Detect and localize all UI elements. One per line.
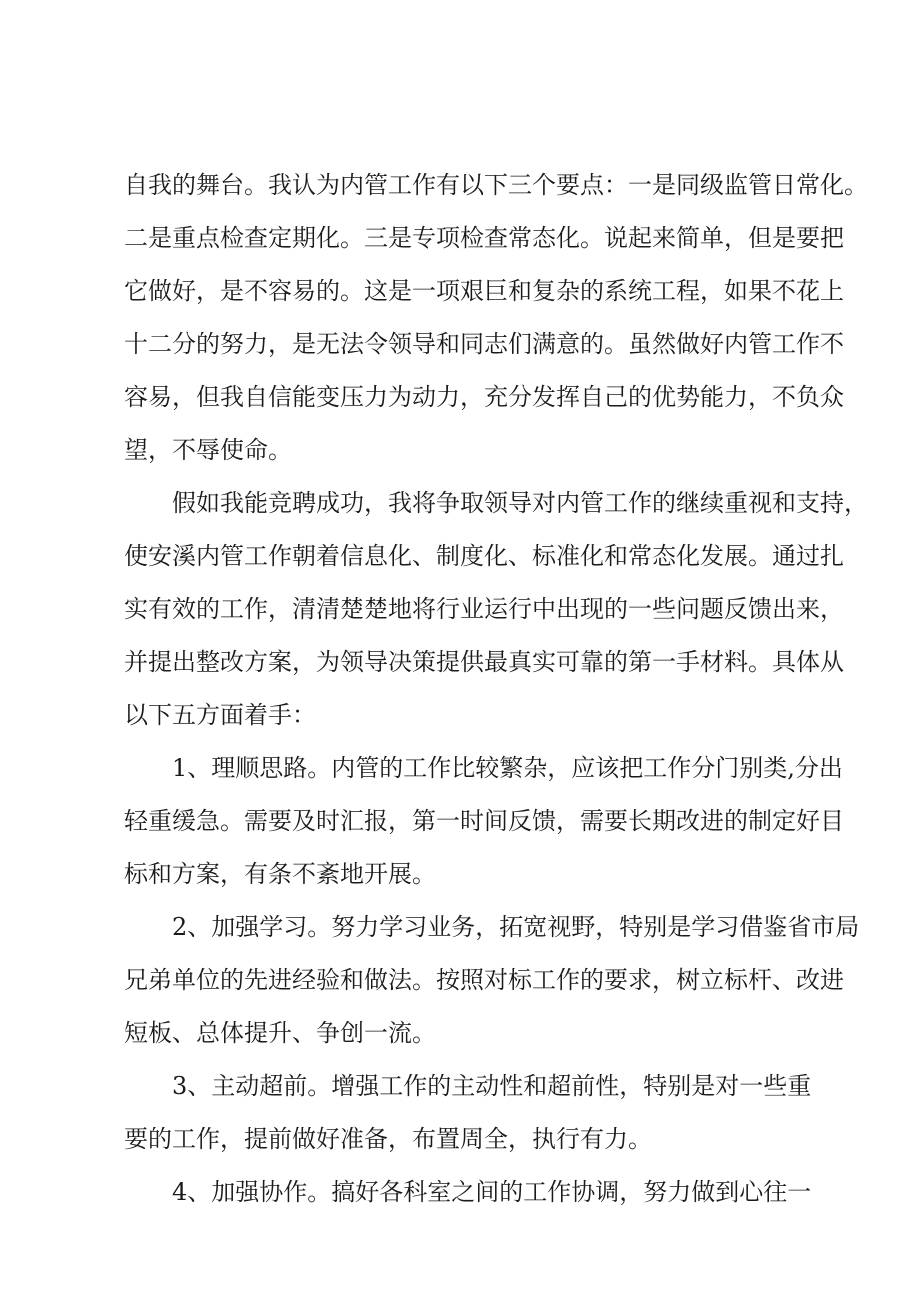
paragraph-2-line-1: 假如我能竞聘成功，我将争取领导对内管工作的继续重视和支持， bbox=[172, 489, 868, 517]
paragraph-4-line-1: 2、加强学习。努力学习业务，拓宽视野，特别是学习借鉴省市局 bbox=[172, 913, 860, 941]
paragraph-2-line-4: 并提出整改方案，为领导决策提供最真实可靠的第一手材料。具体从 bbox=[124, 648, 844, 676]
paragraph-4-line-3: 短板、总体提升、争创一流。 bbox=[124, 1019, 436, 1047]
paragraph-1-line-3: 它做好，是不容易的。这是一项艰巨和复杂的系统工程，如果不花上 bbox=[124, 277, 844, 305]
paragraph-2-line-3: 实有效的工作，清清楚楚地将行业运行中出现的一些问题反馈出来， bbox=[124, 595, 844, 623]
paragraph-1-line-1: 自我的舞台。我认为内管工作有以下三个要点：一是同级监管日常化。 bbox=[124, 171, 868, 199]
paragraph-3-line-3: 标和方案，有条不紊地开展。 bbox=[124, 860, 436, 888]
paragraph-5-line-1: 3、主动超前。增强工作的主动性和超前性，特别是对一些重 bbox=[172, 1072, 812, 1100]
paragraph-1-line-6: 望，不辱使命。 bbox=[124, 436, 292, 464]
paragraph-3-line-2: 轻重缓急。需要及时汇报，第一时间反馈，需要长期改进的制定好目 bbox=[124, 807, 844, 835]
paragraph-6-line-1: 4、加强协作。搞好各科室之间的工作协调，努力做到心往一 bbox=[172, 1178, 812, 1206]
paragraph-3-line-1: 1、理顺思路。内管的工作比较繁杂，应该把工作分门别类,分出 bbox=[172, 754, 843, 782]
paragraph-5-line-2: 要的工作，提前做好准备，布置周全，执行有力。 bbox=[124, 1125, 652, 1153]
paragraph-1-line-5: 容易，但我自信能变压力为动力，充分发挥自己的优势能力，不负众 bbox=[124, 383, 844, 411]
paragraph-2-line-2: 使安溪内管工作朝着信息化、制度化、标准化和常态化发展。通过扎 bbox=[124, 542, 844, 570]
paragraph-4-line-2: 兄弟单位的先进经验和做法。按照对标工作的要求，树立标杆、改进 bbox=[124, 966, 844, 994]
paragraph-1-line-4: 十二分的努力，是无法令领导和同志们满意的。虽然做好内管工作不 bbox=[124, 330, 844, 358]
paragraph-2-line-5: 以下五方面着手： bbox=[124, 701, 316, 729]
paragraph-1-line-2: 二是重点检查定期化。三是专项检查常态化。说起来简单，但是要把 bbox=[124, 224, 844, 252]
